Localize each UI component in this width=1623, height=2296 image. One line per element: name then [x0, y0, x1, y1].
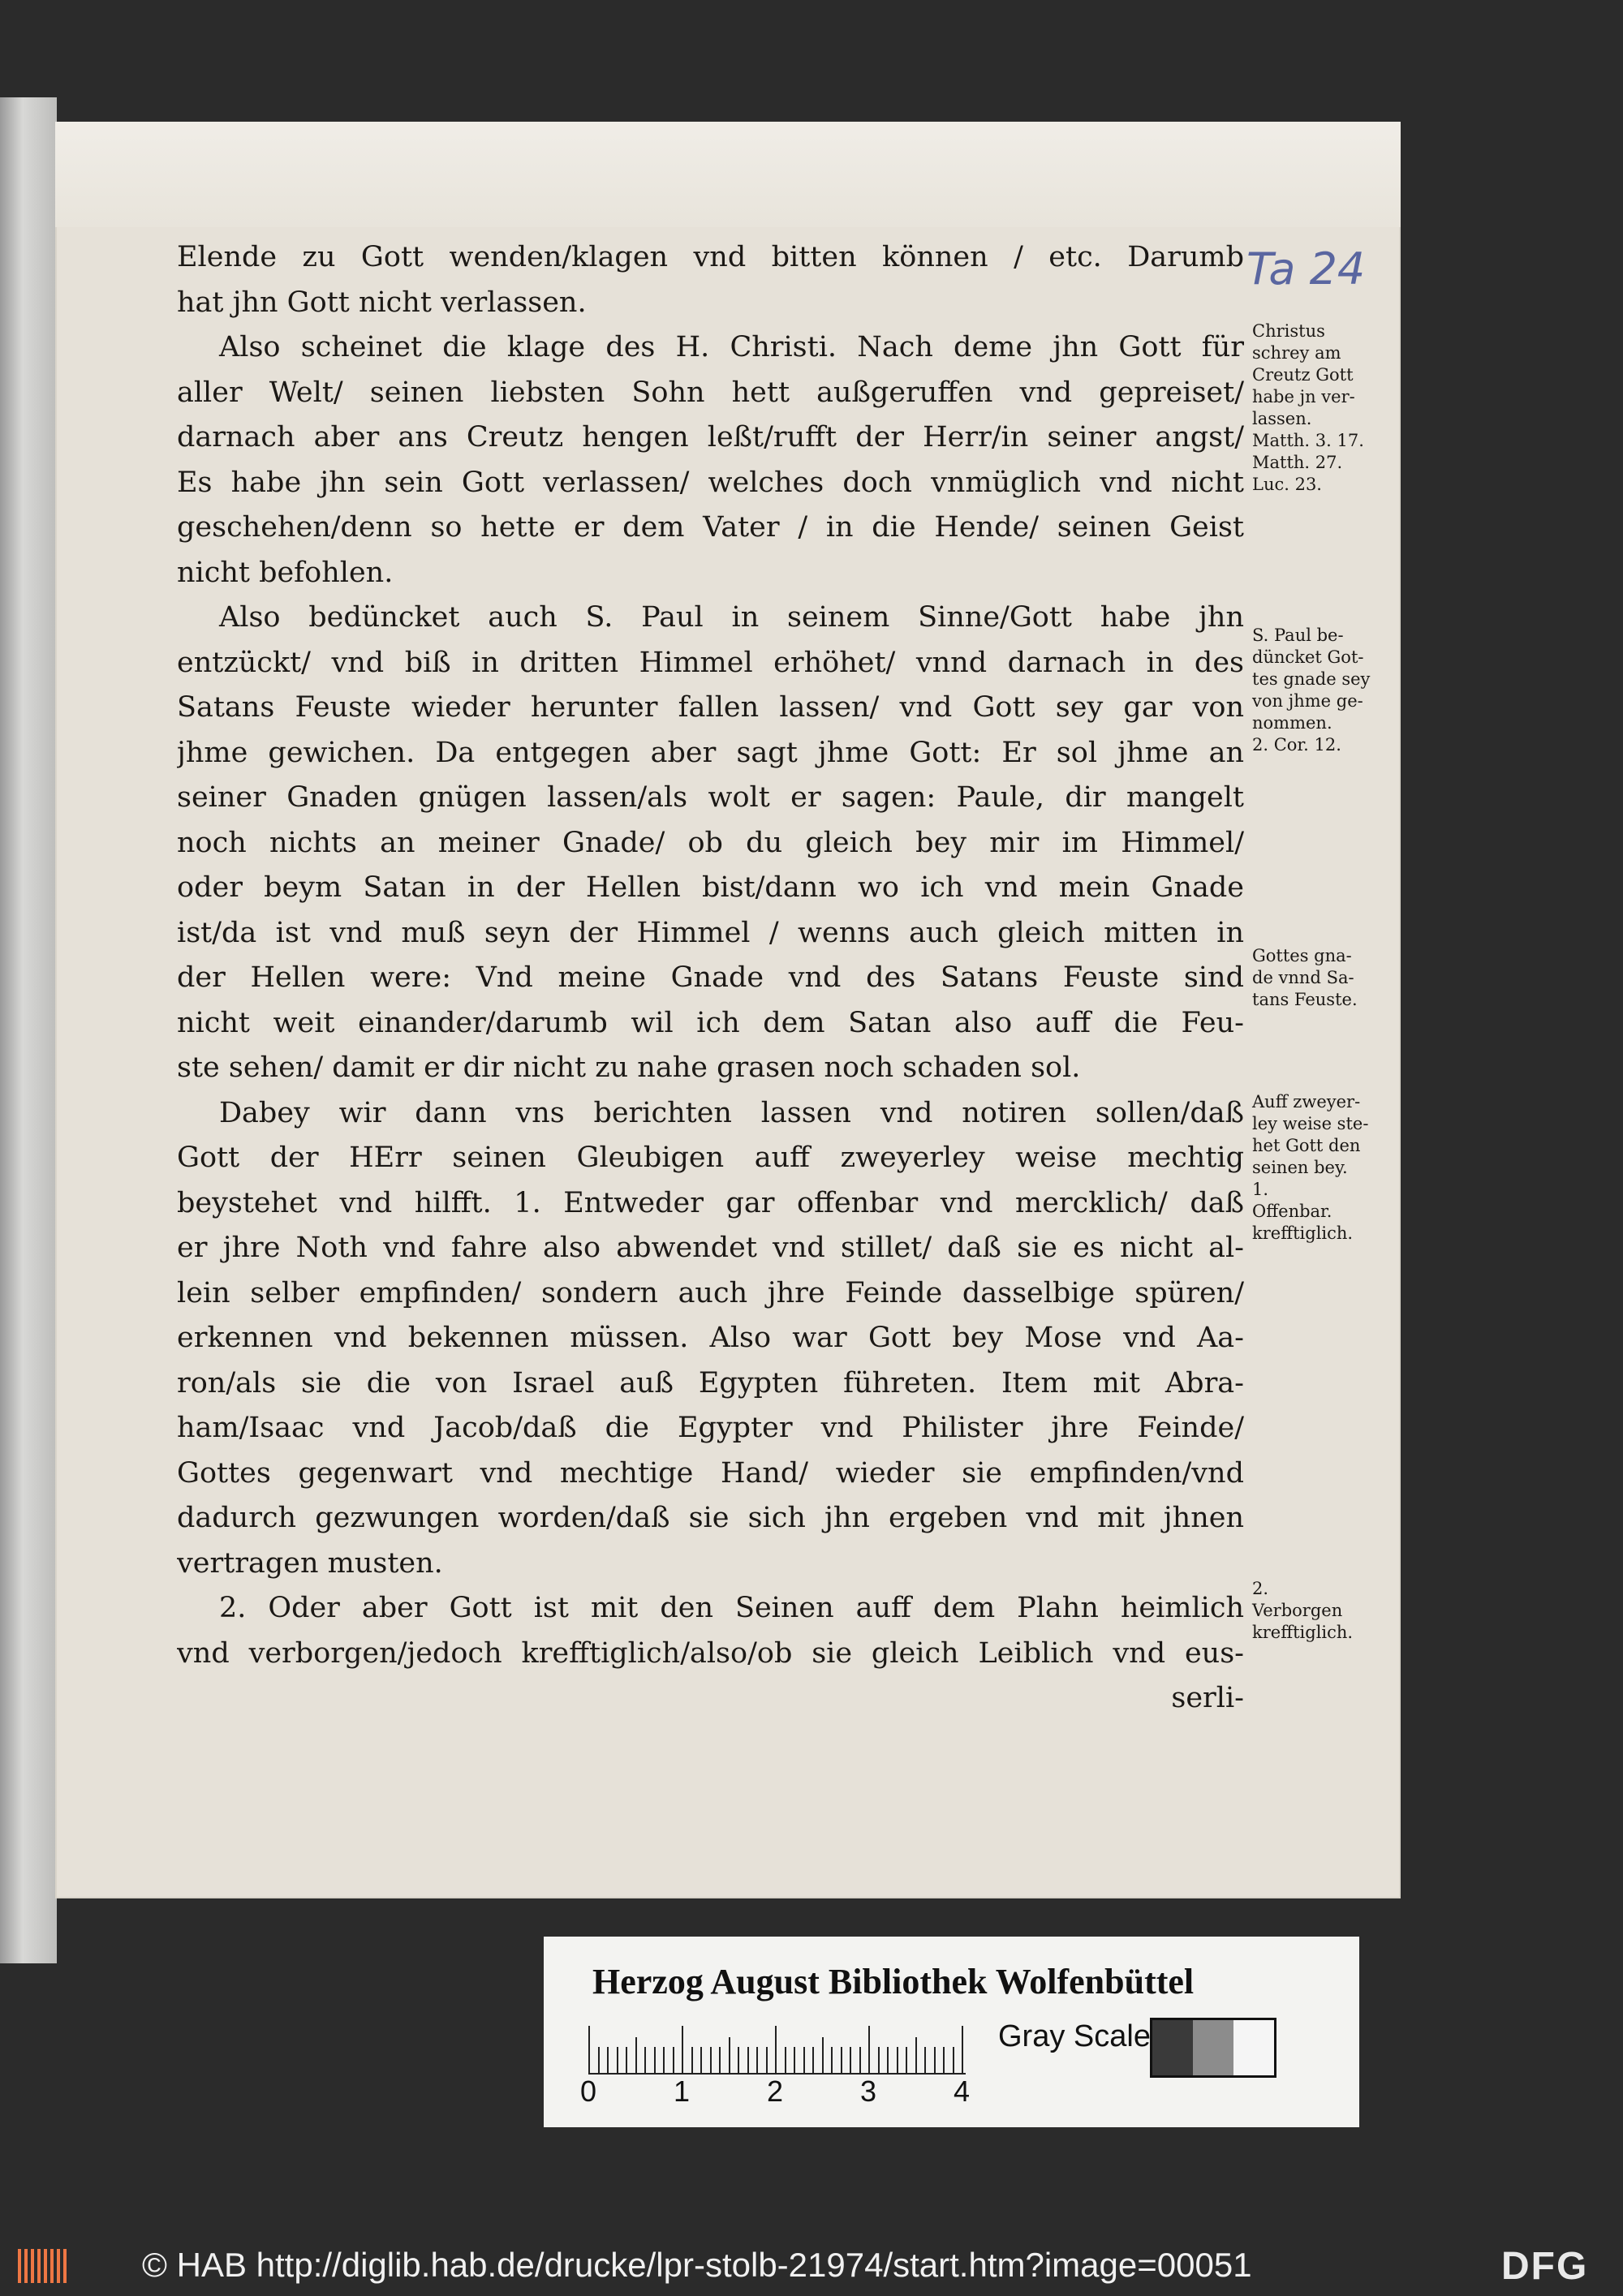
text-line: ist/da ist vnd muß seyn der Himmel / wenns auch gleich mitten in	[177, 916, 1244, 949]
ruler-tick	[794, 2047, 795, 2075]
margin-note-line: Luc. 23.	[1252, 475, 1322, 494]
ruler-number: 4	[954, 2075, 971, 2108]
margin-note-line: krefftiglich.	[1252, 1223, 1354, 1243]
text-line: serli-	[1171, 1682, 1244, 1714]
margin-note-line: Auff zweyer-	[1252, 1092, 1361, 1111]
ruler-tick	[915, 2037, 917, 2075]
margin-note	[1252, 1091, 1394, 1245]
adjacent-page-edge	[0, 97, 57, 1963]
text-line: oder beym Satan in der Hellen bist/dann wo ich vnd mein Gnade	[177, 871, 1244, 904]
text-line: Es habe jhn sein Gott verlassen/ welches doch vnmüglich vnd nicht	[177, 466, 1244, 499]
margin-note-line: schrey am	[1252, 343, 1341, 363]
margin-note-line: seinen bey.	[1252, 1158, 1348, 1177]
margin-note-line: krefftiglich.	[1252, 1623, 1354, 1642]
margin-note-line: Matth. 3. 17.	[1252, 431, 1364, 450]
text-line: ste sehen/ damit er dir nicht zu nahe grasen noch schaden sol.	[177, 1051, 1081, 1084]
ruler-tick	[897, 2047, 898, 2075]
text-line: noch nichts an meiner Gnade/ ob du gleich bey mir im Himmel/	[177, 826, 1244, 859]
ruler-tick	[850, 2047, 851, 2075]
margin-note-line: habe jn ver-	[1252, 387, 1355, 406]
margin-note-line: Gottes gna-	[1252, 946, 1352, 965]
ruler-tick	[729, 2037, 730, 2075]
ruler-tick	[710, 2047, 712, 2075]
text-line: nicht weit einander/darumb wil ich dem Satan also auff die Feu-	[177, 1006, 1244, 1039]
margin-note-line: tes gnade sey	[1252, 669, 1371, 689]
text-line: aller Welt/ seinen liebsten Sohn hett außgeruffen vnd gepreiset/	[177, 376, 1244, 409]
text-line: jhme gewichen. Da entgegen aber sagt jhme Gott: Er sol jhme an	[177, 736, 1244, 769]
ruler-tick	[924, 2047, 926, 2075]
ruler-tick	[700, 2047, 702, 2075]
ruler-tick	[747, 2047, 749, 2075]
text-line: Gottes gegenwart vnd mechtige Hand/ wieder sie empfinden/vnd	[177, 1456, 1244, 1490]
text-line: entzückt/ vnd biß in dritten Himmel erhöhet/ vnnd darnach in des	[177, 646, 1244, 679]
margin-note-line: Offenbar.	[1252, 1202, 1332, 1221]
ruler-tick	[878, 2047, 880, 2075]
dfg-logo: DFG	[1501, 2245, 1589, 2288]
ruler-tick	[934, 2047, 936, 2075]
ruler-number: 0	[580, 2075, 597, 2108]
ruler-tick	[887, 2047, 889, 2075]
text-line: ron/als sie die von Israel auß Egypten führeten. Item mit Abra-	[177, 1366, 1244, 1400]
gray-swatch	[1152, 2020, 1193, 2075]
margin-note-line: Verborgen	[1252, 1601, 1343, 1620]
ruler-tick	[682, 2026, 683, 2075]
ruler-tick	[785, 2047, 786, 2075]
text-line: geschehen/denn so hette er dem Vater / in die Hende/ seinen Geist	[177, 511, 1244, 544]
ruler-tick	[831, 2047, 833, 2075]
margin-note	[1252, 320, 1394, 496]
ruler-tick	[962, 2026, 963, 2075]
gray-swatch	[1233, 2020, 1274, 2075]
margin-note-line: düncket Got-	[1252, 647, 1364, 667]
text-line: beystehet vnd hilfft. 1. Entweder gar offenbar vnd mercklich/ daß	[177, 1186, 1244, 1219]
margin-note-line: Matth. 27.	[1252, 453, 1343, 472]
copyright-url[interactable]: © HAB http://diglib.hab.de/drucke/lpr-stolb-21974/start.htm?image=00051	[142, 2246, 1252, 2284]
footer-bar	[0, 2239, 1623, 2296]
folio-annotation: Ta 24	[1246, 243, 1366, 295]
text-line: seiner Gnaden gnügen lassen/als wolt er sagen: Paule, dir mangelt	[177, 781, 1244, 814]
text-line: ham/Isaac vnd Jacob/daß die Egypter vnd Philister jhre Feinde/	[177, 1412, 1244, 1444]
text-line: darnach aber ans Creutz hengen leßt/rufft der Herr/in seiner angst/	[177, 421, 1244, 454]
margin-note-line: von jhme ge-	[1252, 691, 1363, 711]
ruler-tick	[803, 2047, 805, 2075]
ruler-tick	[644, 2047, 646, 2075]
text-line: Satans Feuste wieder herunter fallen lassen/ vnd Gott sey gar von	[177, 691, 1244, 724]
ruler-tick	[906, 2047, 907, 2075]
text-line: Gott der HErr seinen Gleubigen auff zweyerley weise mechtig	[177, 1142, 1244, 1174]
margin-note-line: 2. Cor. 12.	[1252, 735, 1341, 755]
color-scale-card	[544, 1937, 1359, 2127]
body-text	[177, 235, 1244, 1722]
gray-scale-label: Gray Scale	[998, 2019, 1151, 2053]
ruler-tick	[607, 2047, 609, 2075]
text-line: lein selber empfinden/ sondern auch jhre Feinde dasselbige spüren/	[177, 1276, 1244, 1309]
margin-note-line: tans Feuste.	[1252, 990, 1358, 1009]
margin-note-line: ley weise ste-	[1252, 1114, 1369, 1133]
margin-note	[1252, 1578, 1394, 1644]
ruler	[588, 2018, 978, 2075]
text-line: Also scheinet die klage des H. Christi. Nach deme jhn Gott für	[219, 331, 1244, 363]
ruler-tick	[841, 2047, 842, 2075]
ruler-tick	[953, 2047, 954, 2075]
margin-note-line: Creutz Gott	[1252, 365, 1354, 385]
ruler-tick	[588, 2026, 590, 2075]
ruler-tick	[738, 2047, 739, 2075]
ruler-tick	[756, 2047, 758, 2075]
ruler-tick	[691, 2047, 693, 2075]
library-name: Herzog August Bibliothek Wolfenbüttel	[592, 1962, 1195, 2001]
margin-note-line: nommen.	[1252, 713, 1332, 733]
margin-note	[1252, 945, 1394, 1011]
gray-scale-swatches	[1150, 2018, 1276, 2078]
text-line: erkennen vnd bekennen müssen. Also war Gott bey Mose vnd Aa-	[177, 1322, 1244, 1354]
ruler-tick	[626, 2047, 627, 2075]
text-line: vertragen musten.	[177, 1546, 443, 1580]
ruler-number: 1	[674, 2075, 691, 2108]
ruler-tick	[775, 2026, 777, 2075]
text-line: der Hellen were: Vnd meine Gnade vnd des Satans Feuste sind	[177, 961, 1244, 994]
margin-note-line: 2.	[1252, 1579, 1269, 1598]
margin-note	[1252, 625, 1394, 756]
ruler-tick	[868, 2026, 870, 2075]
margin-note-line: Christus	[1252, 321, 1325, 341]
ruler-tick	[766, 2047, 768, 2075]
margin-note-line: 1.	[1252, 1180, 1269, 1199]
margin-note-line: het Gott den	[1252, 1136, 1361, 1155]
ruler-tick	[663, 2047, 665, 2075]
text-line: Dabey wir dann vns berichten lassen vnd notiren sollen/daß	[219, 1096, 1244, 1129]
margin-note-line: de vnnd Sa-	[1252, 968, 1354, 987]
text-line: hat jhn Gott nicht verlassen.	[177, 286, 587, 319]
text-line: Also bedüncket auch S. Paul in seinem Sinne/Gott habe jhn	[219, 601, 1244, 634]
ruler-tick	[617, 2047, 618, 2075]
ruler-tick	[654, 2047, 656, 2075]
ruler-tick	[822, 2037, 824, 2075]
text-line: nicht befohlen.	[177, 556, 394, 589]
page-top-fade	[55, 122, 1401, 227]
ruler-tick	[812, 2047, 814, 2075]
ruler-number: 2	[767, 2075, 784, 2108]
margin-note-line: lassen.	[1252, 409, 1312, 428]
ruler-tick	[598, 2047, 600, 2075]
ruler-tick	[635, 2037, 637, 2075]
book-page	[55, 122, 1401, 1898]
text-line: Elende zu Gott wenden/klagen vnd bitten können / etc. Darumb	[177, 241, 1244, 273]
barcode-icon	[18, 2249, 68, 2283]
text-line: dadurch gezwungen worden/daß sie sich jhn ergeben vnd mit jhnen	[177, 1502, 1244, 1534]
ruler-tick	[859, 2047, 861, 2075]
ruler-tick	[673, 2047, 674, 2075]
ruler-tick	[943, 2047, 945, 2075]
ruler-number: 3	[860, 2075, 877, 2108]
text-line: er jhre Noth vnd fahre also abwendet vnd stillet/ daß sie es nicht al-	[177, 1232, 1244, 1264]
ruler-tick	[719, 2047, 721, 2075]
text-line: 2. Oder aber Gott ist mit den Seinen auff dem Plahn heimlich	[219, 1592, 1244, 1624]
gray-swatch	[1193, 2020, 1233, 2075]
text-line: vnd verborgen/jedoch krefftiglich/also/ob sie gleich Leiblich vnd eus-	[177, 1636, 1244, 1670]
margin-note-line: S. Paul be-	[1252, 626, 1344, 645]
